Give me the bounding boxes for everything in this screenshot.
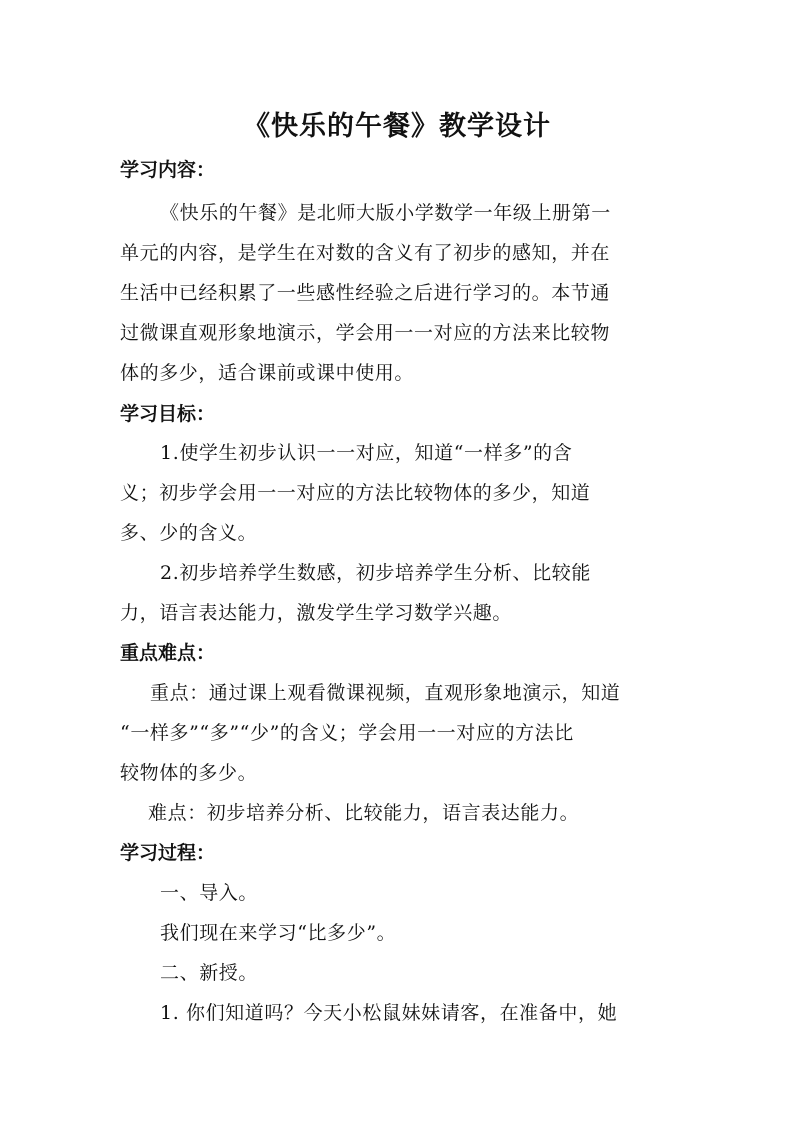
paragraph-line: 体的多少，适合课前或课中使用。 [120,362,415,384]
paragraph-line: 二、新授。 [160,962,259,984]
paragraph-line: “一样多”“多”“少”的含义；学会用一一对应的方法比 [120,722,574,744]
paragraph-line: 单元的内容，是学生在对数的含义有了初步的感知，并在 [120,242,611,264]
paragraph-line: 2.初步培养学生数感，初步培养学生分析、比较能 [160,562,591,584]
paragraph-line: 一、导入。 [160,882,259,904]
paragraph-line: 重点：通过课上观看微课视频，直观形象地演示，知道 [150,682,621,704]
section-heading-goals: 学习目标： [120,403,216,425]
paragraph-line: 义；初步学会用一一对应的方法比较物体的多少，知道 [120,482,591,504]
paragraph-line: 力，语言表达能力，激发学生学习数学兴趣。 [120,602,513,624]
document-title: 《快乐的午餐》教学设计 [243,111,551,142]
paragraph-line: 《快乐的午餐》是北师大版小学数学一年级上册第一 [160,202,611,224]
section-heading-process: 学习过程： [120,842,216,864]
paragraph-line: 1. 你们知道吗？今天小松鼠妹妹请客，在准备中，她 [160,1002,618,1024]
paragraph-line: 我们现在来学习“比多少”。 [160,922,397,944]
section-heading-key-points: 重点难点： [120,642,216,664]
paragraph-line: 1.使学生初步认识一一对应，知道“一样多”的含 [160,442,573,464]
paragraph-line: 过微课直观形象地演示，学会用一一对应的方法来比较物 [120,322,611,344]
paragraph-line: 较物体的多少。 [120,762,258,784]
paragraph-line: 难点：初步培养分析、比较能力，语言表达能力。 [148,802,580,824]
paragraph-line: 多、少的含义。 [120,522,258,544]
section-heading-content: 学习内容： [120,159,216,181]
paragraph-line: 生活中已经积累了一些感性经验之后进行学习的。本节通 [120,282,611,304]
